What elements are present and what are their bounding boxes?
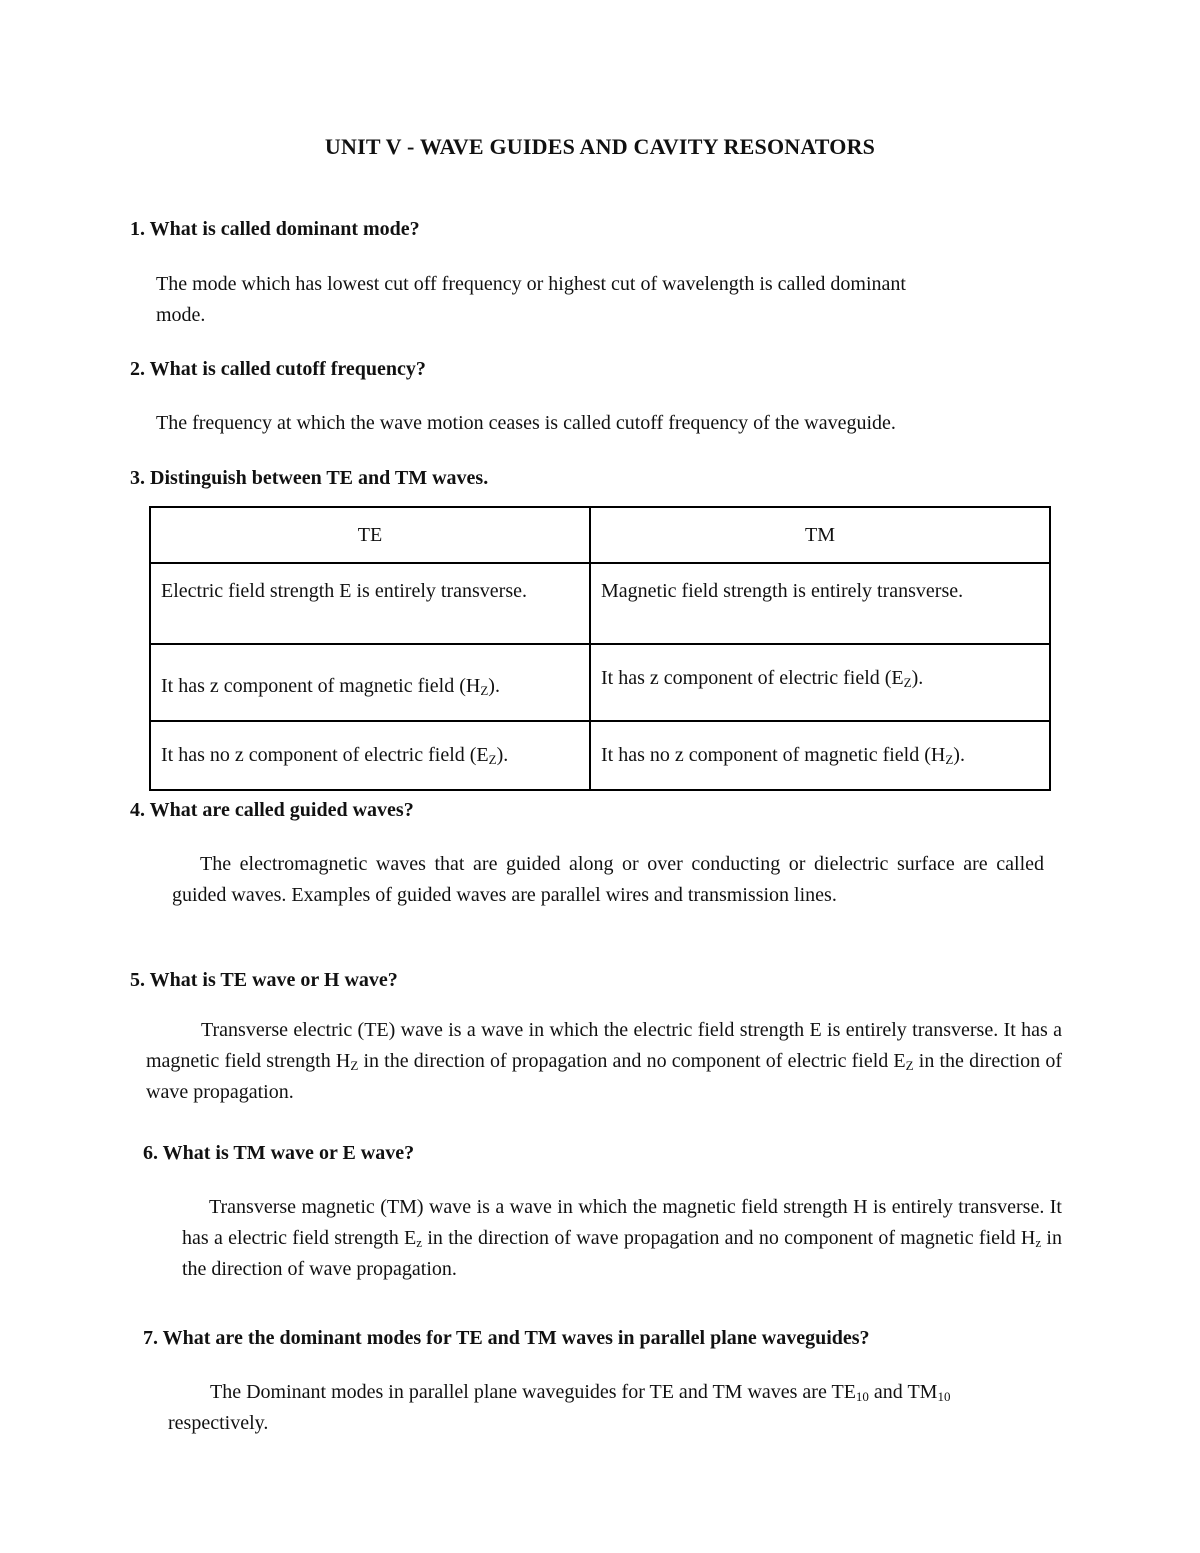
subscript: Z (350, 1058, 359, 1073)
cell-text: It has no z component of electric field (E (161, 744, 489, 766)
question-2: 2. What is called cutoff frequency? (130, 358, 426, 380)
cell-text: ). (953, 744, 965, 766)
table-cell-te: Electric field strength E is entirely transverse. (150, 563, 590, 644)
answer-text: Transverse magnetic (TM) wave is a wave in which the magnetic field strength H is entirely transverse. It has a electric field strength E (182, 1196, 1062, 1249)
table-cell-te (150, 644, 590, 721)
answer-text: Transverse electric (TE) wave is a wave in which the electric field strength E is entirely transverse. It has a magnetic field strength H (146, 1019, 1062, 1072)
table-cell-te (150, 721, 590, 790)
table-header-row (150, 507, 1050, 563)
cell-text: ). (496, 744, 509, 766)
answer-5 (146, 1015, 1062, 1108)
question-1: 1. What is called dominant mode? (130, 218, 420, 240)
subscript: Z (903, 675, 912, 690)
cell-text: It has z component of magnetic field (H (161, 675, 481, 697)
table-row (150, 563, 1050, 644)
table-header-te: TE (150, 507, 590, 563)
answer-6 (182, 1192, 1062, 1285)
cell-text: It has no z component of magnetic field (H (601, 744, 946, 766)
answer-text: and TM (868, 1381, 938, 1403)
answer-4: The electromagnetic waves that are guided along or over conducting or dielectric surface are called guided waves. Examples of guided waves are parallel wires and transmission lines. (172, 853, 1044, 906)
answer-1-line-2: mode. (156, 304, 206, 326)
answer-1-line-1: The mode which has lowest cut off frequency or highest cut of wavelength is called dominant (156, 273, 906, 295)
answer-7 (168, 1377, 1048, 1439)
subscript: Z (488, 752, 497, 767)
cell-text: It has z component of electric field (E (601, 667, 904, 689)
subscript: 10 (855, 1389, 869, 1404)
answer-text: The Dominant modes in parallel plane waveguides for TE and TM waves are TE (210, 1381, 856, 1403)
cell-text: ). (911, 667, 924, 689)
answer-text: respectively. (168, 1412, 269, 1434)
cell-text: ). (488, 675, 500, 697)
subscript: z (1035, 1235, 1042, 1250)
question-5: 5. What is TE wave or H wave? (130, 969, 398, 991)
question-4: 4. What are called guided waves? (130, 799, 414, 821)
answer-text: in the direction of propagation and no component of electric field E (358, 1050, 906, 1072)
page-title: UNIT V - WAVE GUIDES AND CAVITY RESONATORS (324, 134, 876, 159)
table-cell-tm (590, 721, 1050, 790)
question-3: 3. Distinguish between TE and TM waves. (130, 467, 489, 489)
answer-2: The frequency at which the wave motion ceases is called cutoff frequency of the waveguide. (156, 412, 896, 434)
table-row (150, 644, 1050, 721)
question-6: 6. What is TM wave or E wave? (143, 1142, 415, 1164)
subscript: Z (945, 752, 954, 767)
answer-text: in the direction of wave propagation and no component of magnetic field H (422, 1227, 1036, 1249)
table-header-tm: TM (590, 507, 1050, 563)
question-7: 7. What are the dominant modes for TE and TM waves in parallel plane waveguides? (143, 1327, 870, 1349)
answer-text: in the direction of wave propagation. (182, 1227, 1062, 1280)
subscript: 10 (937, 1389, 951, 1404)
subscript: Z (905, 1058, 914, 1073)
table-row (150, 721, 1050, 790)
te-tm-comparison-table (149, 506, 1051, 791)
table-cell-tm (590, 644, 1050, 721)
subscript: Z (480, 683, 489, 698)
answer-text: in the direction of wave propagation. (146, 1050, 1063, 1103)
table-cell-tm: Magnetic field strength is entirely transverse. (590, 563, 1050, 644)
subscript: z (416, 1235, 423, 1250)
